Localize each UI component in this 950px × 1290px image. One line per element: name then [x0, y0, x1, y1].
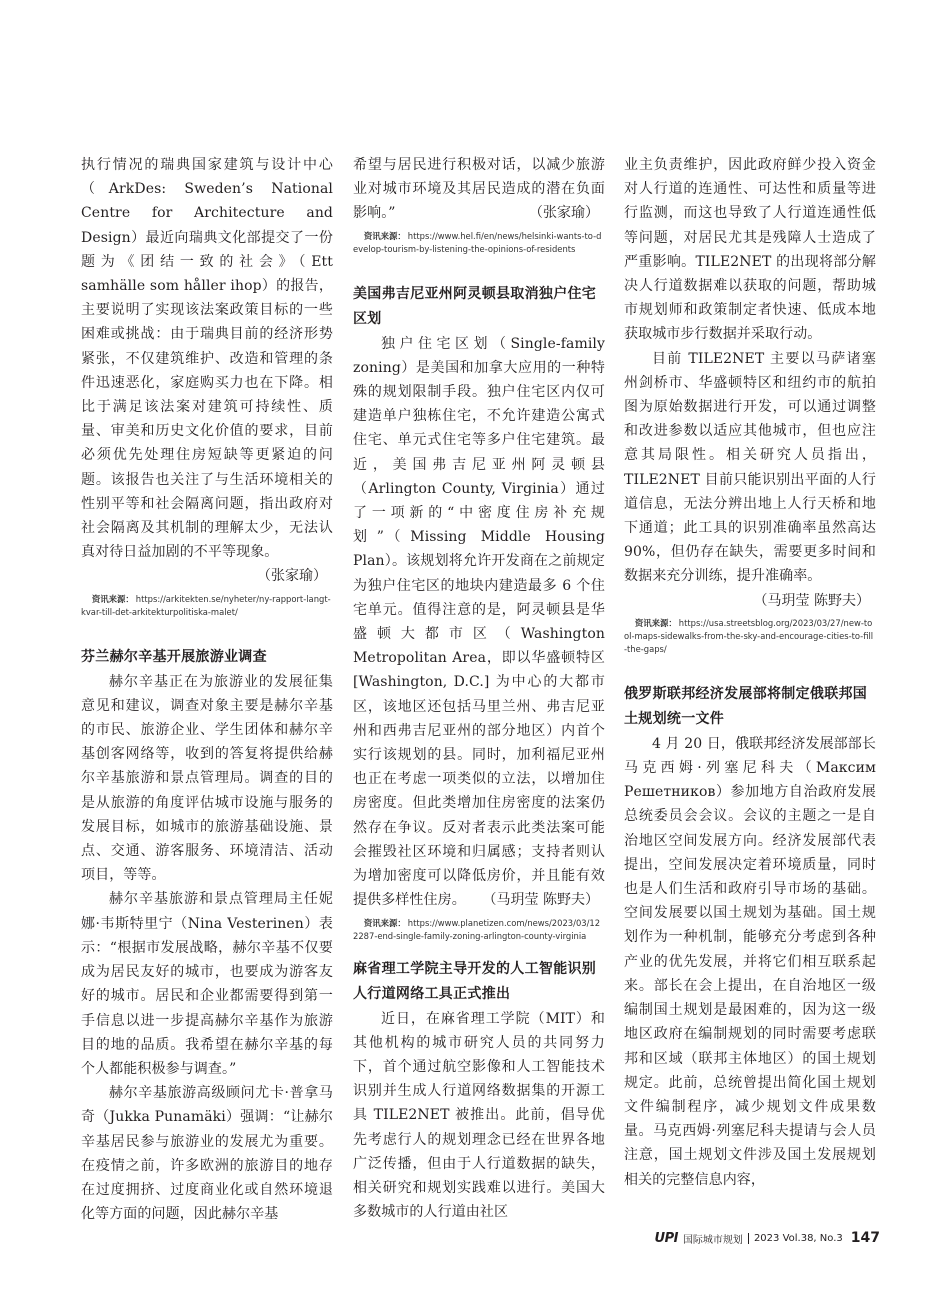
journal-name: 国际城市规划	[682, 1234, 743, 1246]
article-continuation: 执行情况的瑞典国家建筑与设计中心（ArkDes: Sweden’s National Centre for Architecture and Design）最近向瑞典文化部提交了一份题为《团结一致的社会》（Ett samhälle som håller ihop）的报告，主要说明了实现该法案政策目标的一些困难或挑战：由于瑞典目前的经济形势紧张，不仅建筑维护、改造和管理的条件迅速恶化，家庭购买力也在下降。相比于满足该法案对建筑可持续性、质量、审美和历史文化价值的要求，目前必须优先处理住房短缺等更紧迫的问题。该报告也关注了与生活环境相关的性别平等和社会隔离问题，指出政府对社会隔离及其机制的理解太少，无法认真对待日益加剧的不平等现象。	[81, 157, 333, 561]
source-url[interactable]: https://arkitekten.se/nyheter/ny-rapport-langt-kvar-till-det-arkitekturpolitiska-malet/	[81, 593, 331, 617]
column-middle	[353, 153, 605, 1224]
column-left	[81, 153, 333, 1226]
page-footer	[640, 1228, 880, 1248]
article-author: （马玥莹 陈野夫）	[753, 592, 870, 609]
source-note	[624, 617, 876, 656]
article-paragraph: 独户住宅区划（Single-family zoning）是美国和加拿大应用的一种特殊的规划限制手段。独户住宅区内仅可建造单户独栋住宅，不允许建造公寓式住宅、单元式住宅等多户住宅建筑。最近，美国弗吉尼亚州阿灵顿县（Arlington County, Virginia）通过了一项新的“中密度住房补充规划”（Missing Middle Housing Plan）。该规划将允许开发商在之前规定为独户住宅区的地块内建造最多 6 个住宅单元。值得注意的是，阿灵顿县是华盛顿大都市区（Washington Metropolitan Area，即以华盛顿特区 [Washington, D.C.] 为中心的大都市区，该地区还包括马里兰州、弗吉尼亚州和西弗吉尼亚州的部分地区）内首个实行该规划的县。同时，加利福尼亚州也正在考虑一项类似的立法，以增加住房密度。但此类增加住房密度的法案仍然存在争议。反对者表示此类法案可能会摧毁社区环境和归属感；支持者则认为增加密度可以降低房价，并且能有效提供多样性住房。	[353, 335, 605, 909]
issue-info: 2023 Vol.38, No.3	[753, 1232, 843, 1244]
source-note	[81, 593, 333, 619]
source-url[interactable]: https://usa.streetsblog.org/2023/03/27/new-tool-maps-sidewalks-from-the-sky-and-encourage-cities-to-fill-the-gaps/	[624, 617, 874, 654]
article-paragraph: 目前 TILE2NET 主要以马萨诸塞州剑桥市、华盛顿特区和纽约市的航拍图为原始数据进行开发，可以通过调整和改进参数以适应其他城市，但也应注意其局限性。相关研究人员指出，TILE2NET 目前只能识别出平面的人行道信息，无法分辨出地上人行天桥和地下通道；此工具的识别准确率虽然高达 90%，但仍存在缺失，需要更多时间和数据来充分训练，提升准确率。	[624, 350, 876, 585]
source-url[interactable]: https://www.planetizen.com/news/2023/03/122287-end-single-family-zoning-arlington-county-virginia	[353, 917, 601, 941]
source-note	[353, 917, 605, 943]
article-author: （马玥莹 陈野夫）	[482, 892, 599, 909]
article-headline: 芬兰赫尔辛基开展旅游业调查	[81, 648, 267, 665]
article-headline: 俄罗斯联邦经济发展部将制定俄联邦国土规划统一文件	[624, 685, 868, 727]
article-author: （张家瑜）	[529, 205, 599, 222]
article-headline: 麻省理工学院主导开发的人工智能识别人行道网络工具正式推出	[353, 960, 597, 1002]
source-label: 资讯来源：	[634, 617, 677, 628]
article-author: （张家瑜）	[257, 568, 327, 585]
source-note	[353, 230, 605, 256]
article-paragraph: 近日，在麻省理工学院（MIT）和其他机构的城市研究人员的共同努力下，首个通过航空影像和人工智能技术识别并生成人行道网络数据集的开源工具 TILE2NET 被推出。此前，倡导优先考虑行人的规划理念已经在世界各地广泛传播，但由于人行道数据的缺失，相关研究和规划实践难以进行。美国大多数城市的人行道由社区	[353, 1010, 605, 1221]
article-headline: 美国弗吉尼亚州阿灵顿县取消独户住宅区划	[353, 285, 597, 327]
article-paragraph: 4 月 20 日，俄联邦经济发展部部长马克西姆·列塞尼科夫（Максим Решетников）参加地方自治政府发展总统委员会会议。会议的主题之一是自治地区空间发展方向。经济发展部代表提出，空间发展决定着环境质量，同时也是人们生活和政府引导市场的基础。空间发展要以国土规划为基础。国土规划作为一种机制，能够充分考虑到各种产业的优先发展，并将它们相互联系起来。部长在会上提出，在自治地区一级编制国土规划是最困难的，因为这一级地区政府在编制规划的同时需要考虑联邦和区域（联邦主体地区）的国土规划规定。此前，总统曾提出简化国土规划文件编制程序，减少规划文件成果数量。马克西姆·列塞尼科夫提请与会人员注意，国土规划文件涉及国土发展规划相关的完整信息内容，	[624, 735, 876, 1188]
journal-logo: UPI	[654, 1230, 678, 1246]
source-label: 资讯来源：	[91, 593, 134, 604]
article-continuation: 业主负责维护，因此政府鲜少投入资金对人行道的连通性、可达性和质量等进行监测，而这也导致了人行道连通性低等问题，对居民尤其是残障人士造成了严重影响。TILE2NET 的出现将部分解决人行道数据难以获取的问题，帮助城市规划师和政策制定者快速、低成本地获取城市步行数据并采取行动。	[624, 157, 876, 343]
article-paragraph: 赫尔辛基旅游和景点管理局主任妮娜·韦斯特里宁（Nina Vesterinen）表示：“根据市发展战略，赫尔辛基不仅要成为居民友好的城市，也要成为游客友好的城市。居民和企业都需要得到第一手信息以进一步提高赫尔辛基作为旅游目的地的品质。我希望在赫尔辛基的每个人都能积极参与调查。”	[81, 891, 333, 1077]
article-paragraph: 赫尔辛基旅游高级顾问尤卡·普拿马奇（Jukka Punamäki）强调：“让赫尔辛基居民参与旅游业的发展尤为重要。在疫情之前，许多欧洲的旅游目的地存在过度拥挤、过度商业化或自然环境退化等方面的问题，因此赫尔辛基	[81, 1085, 333, 1223]
page-number: 147	[850, 1230, 880, 1246]
column-right	[624, 153, 876, 1192]
footer-divider	[748, 1233, 749, 1244]
source-url[interactable]: https://www.hel.fi/en/news/helsinki-wants-to-develop-tourism-by-listening-the-opinions-of-residents	[353, 230, 602, 254]
source-label: 资讯来源：	[363, 230, 406, 241]
article-continuation: 希望与居民进行积极对话，以减少旅游业对城市环境及其居民造成的潜在负面影响。”	[353, 157, 605, 222]
source-label: 资讯来源：	[363, 917, 406, 928]
article-paragraph: 赫尔辛基正在为旅游业的发展征集意见和建议，调查对象主要是赫尔辛基的市民、旅游企业、学生团体和赫尔辛基创客网络等，收到的答复将提供给赫尔辛基旅游和景点管理局。调查的目的是从旅游的角度评估城市设施与服务的发展目标，如城市的旅游基础设施、景点、交通、游客服务、环境清洁、活动项目，等等。	[81, 673, 333, 884]
